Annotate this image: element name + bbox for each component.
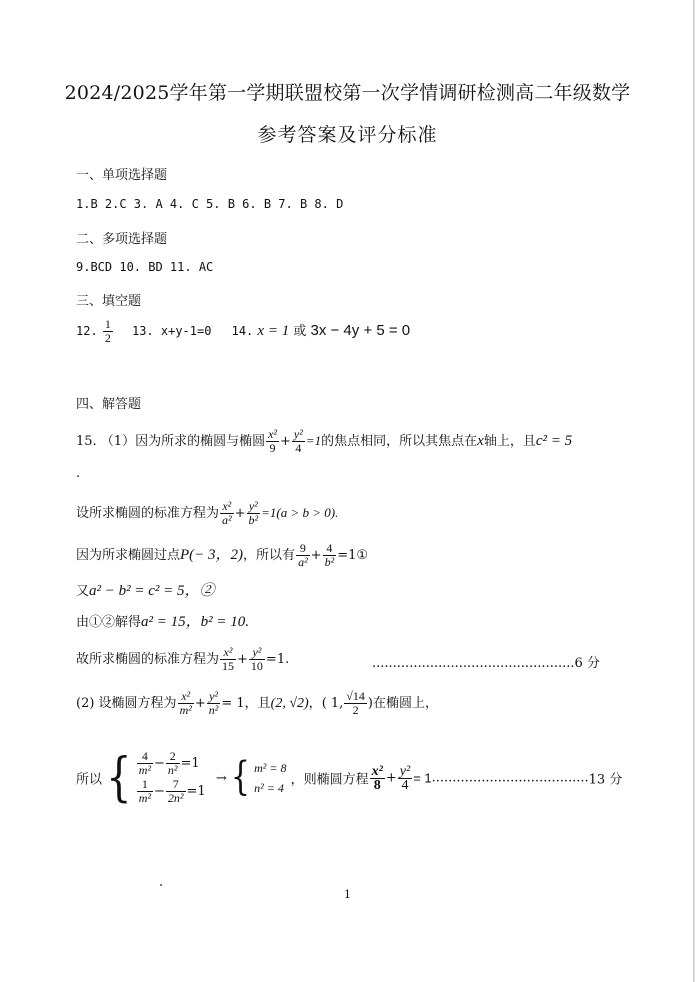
p15-also-eq: a² − b² = c² = 5，② bbox=[89, 583, 215, 599]
p2-system-row-2: $\frac{1}{\text{m²}}$ − $\frac{7}{\text{2n²}}$ =1 bbox=[138, 777, 206, 805]
p15-x: x bbox=[477, 433, 484, 449]
p2-point-2-open: ( 1, bbox=[321, 696, 344, 711]
q14-label: 14. bbox=[231, 324, 254, 338]
p2-arrow: → bbox=[215, 770, 227, 786]
q14-or: 或 bbox=[293, 324, 307, 339]
p15-result-frac-y: $\frac{\text{y²}}{10}$ bbox=[250, 645, 263, 673]
p15-line3: 因为所求椭圆过点P(− 3，2)，所以有 $\frac{9}{\text{a²}}$ + $\frac{4}{\text{b²}}$ =1① bbox=[76, 541, 369, 569]
p2-left-brace: { bbox=[106, 748, 132, 808]
document-subtitle: 参考答案及评分标准 bbox=[257, 124, 438, 146]
p2-so: 所以 bbox=[76, 772, 103, 788]
single-choice-answers: 1.B 2.C 3. A 4. C 5. B 6. B 7. B 8. D bbox=[76, 197, 344, 211]
p15-result-frac-x: $\frac{\text{x²}}{15}$ bbox=[222, 645, 235, 673]
document-title: 2024/2025学年第一学期联盟校第一次学情调研检测高二年级数学 bbox=[64, 82, 631, 104]
p15-score-1: .................................................6 分 bbox=[372, 656, 600, 671]
p15-line6: 故所求椭圆的标准方程为 $\frac{\text{x²}}{15}$ + $\frac{\text{y²}}{10}$ =1. bbox=[76, 645, 290, 673]
p2-result-brace: { bbox=[230, 754, 250, 801]
p2-final-frac-y: $\frac{\text{y²}}{4}$ bbox=[399, 763, 411, 793]
q12-fraction: $\frac{1}{2}$ bbox=[104, 317, 111, 345]
p2-final-eq: = 1 bbox=[413, 770, 432, 786]
p15-solve: 由①②解得 bbox=[76, 615, 142, 630]
p15-std-frac-x: $\frac{\text{x²}}{\text{a²}}$ bbox=[222, 499, 232, 527]
p15-point: P(− 3，2) bbox=[180, 547, 244, 563]
p2-then: ，则椭圆方程 bbox=[290, 772, 369, 788]
p15-set: 设所求椭圆的标准方程为 bbox=[76, 506, 220, 521]
p2-final-frac-x: $\frac{\text{x²}}{8}$ bbox=[371, 763, 383, 793]
p15-eq1: =1 bbox=[305, 433, 322, 448]
p15-std-frac-y: $\frac{\text{y²}}{\text{b²}}$ bbox=[248, 499, 259, 527]
p15-line1: 15. （1）因为所求的椭圆与椭圆 $\frac{\text{x²}}{9}$ + $\frac{\text{y²}}{4}$ =1的焦点相同，所以其焦点在x轴上，且c² = 5 bbox=[76, 427, 573, 455]
p2-frac-x: $\frac{\text{x²}}{\text{m²}}$ bbox=[179, 689, 192, 717]
section-heading-solutions: 四、解答题 bbox=[76, 397, 142, 412]
p15-axis: 轴上，且 bbox=[483, 434, 536, 449]
q12-label: 12. bbox=[76, 324, 98, 338]
page-number: 1 bbox=[344, 888, 351, 901]
p2-line1: (2) 设椭圆方程为 $\frac{\text{x²}}{\text{m²}}$ + $\frac{\text{y²}}{\text{n²}}$ = 1，且(2, √2)，( 1, $\frac{√14}{2}$ )在椭圆上， bbox=[76, 689, 438, 717]
p15-point-eq: =1① bbox=[337, 548, 369, 563]
p15-c2: c² = 5 bbox=[535, 433, 573, 449]
p15-frac-y: $\frac{\text{y²}}{4}$ bbox=[293, 427, 303, 455]
q14-answer-b: 3x − 4y + 5 = 0 bbox=[310, 322, 411, 339]
section-heading-fill-blank: 三、填空题 bbox=[76, 294, 142, 309]
p15-line2: 设所求椭圆的标准方程为 $\frac{\text{x²}}{\text{a²}}$ + $\frac{\text{y²}}{\text{b²}}$ =1(a > b > 0). bbox=[76, 499, 339, 527]
p2-frac-y: $\frac{\text{y²}}{\text{n²}}$ bbox=[208, 689, 219, 717]
p15-focus: 的焦点相同，所以其焦点在 bbox=[321, 434, 478, 449]
p15-frac-x: $\frac{\text{x²}}{9}$ bbox=[268, 427, 278, 455]
p15-also: 又 bbox=[76, 584, 90, 599]
p15-std: 故所求椭圆的标准方程为 bbox=[76, 652, 220, 667]
p15-std-cond: =1(a > b > 0). bbox=[261, 505, 339, 520]
p2-score: 13 分 bbox=[588, 772, 623, 788]
p2-point-2-frac: $\frac{√14}{2}$ bbox=[346, 689, 365, 717]
p2-system bbox=[136, 750, 206, 806]
p15-solve-eq: a² = 15，b² = 10. bbox=[141, 614, 250, 630]
scan-speck bbox=[160, 884, 162, 886]
section-heading-single-choice: 一、单项选择题 bbox=[76, 168, 168, 183]
p15-point-frac-1: $\frac{9}{\text{a²}}$ bbox=[298, 541, 308, 569]
p15-period: . bbox=[76, 466, 81, 481]
p15-line4 bbox=[76, 579, 215, 600]
p15-result-eq: =1. bbox=[265, 652, 290, 667]
p15-so: ，所以有 bbox=[243, 548, 296, 563]
p2-line2: 所以 { $\frac{4}{\text{m²}}$ − $\frac{2}{\text{n²}}$ =1 $\frac{1}{\text{m²}}$ − $\frac{7}{\text{2n²}}$ =1 → { m² = 8 n² = 4 ，则椭圆方程 $\frac{\text{x²}}{8}$ + $\frac{\text{y²}}{4}$ = 1......................................13 分 bbox=[76, 748, 623, 808]
p2-dots: ...................................... bbox=[431, 770, 589, 786]
p2-and: ，且 bbox=[244, 696, 271, 711]
p15-point-frac-2: $\frac{4}{\text{b²}}$ bbox=[324, 541, 335, 569]
section-heading-multi-choice: 二、多项选择题 bbox=[76, 232, 168, 247]
p2-point-1: (2, √2) bbox=[270, 696, 309, 711]
p2-on-ellipse: 在椭圆上， bbox=[372, 696, 438, 711]
p2-set: (2) 设椭圆方程为 bbox=[76, 696, 177, 711]
p15-pass: 因为所求椭圆过点 bbox=[76, 548, 181, 563]
p2-eq: = 1 bbox=[221, 696, 245, 711]
multi-choice-answers: 9.BCD 10. BD 11. AC bbox=[76, 260, 214, 274]
p2-result: m² = 8 n² = 4 bbox=[254, 761, 287, 795]
q13-answer: 13. x+y-1=0 bbox=[131, 324, 212, 338]
p2-system-row-1: $\frac{4}{\text{m²}}$ − $\frac{2}{\text{n²}}$ =1 bbox=[138, 749, 200, 777]
p15-line5 bbox=[76, 610, 249, 631]
p2-point-2-close: ) bbox=[367, 696, 373, 711]
p15-intro: 15. （1）因为所求的椭圆与椭圆 bbox=[76, 434, 266, 449]
q14-answer-a: x = 1 bbox=[257, 323, 290, 339]
fill-blank-answers bbox=[76, 318, 410, 345]
